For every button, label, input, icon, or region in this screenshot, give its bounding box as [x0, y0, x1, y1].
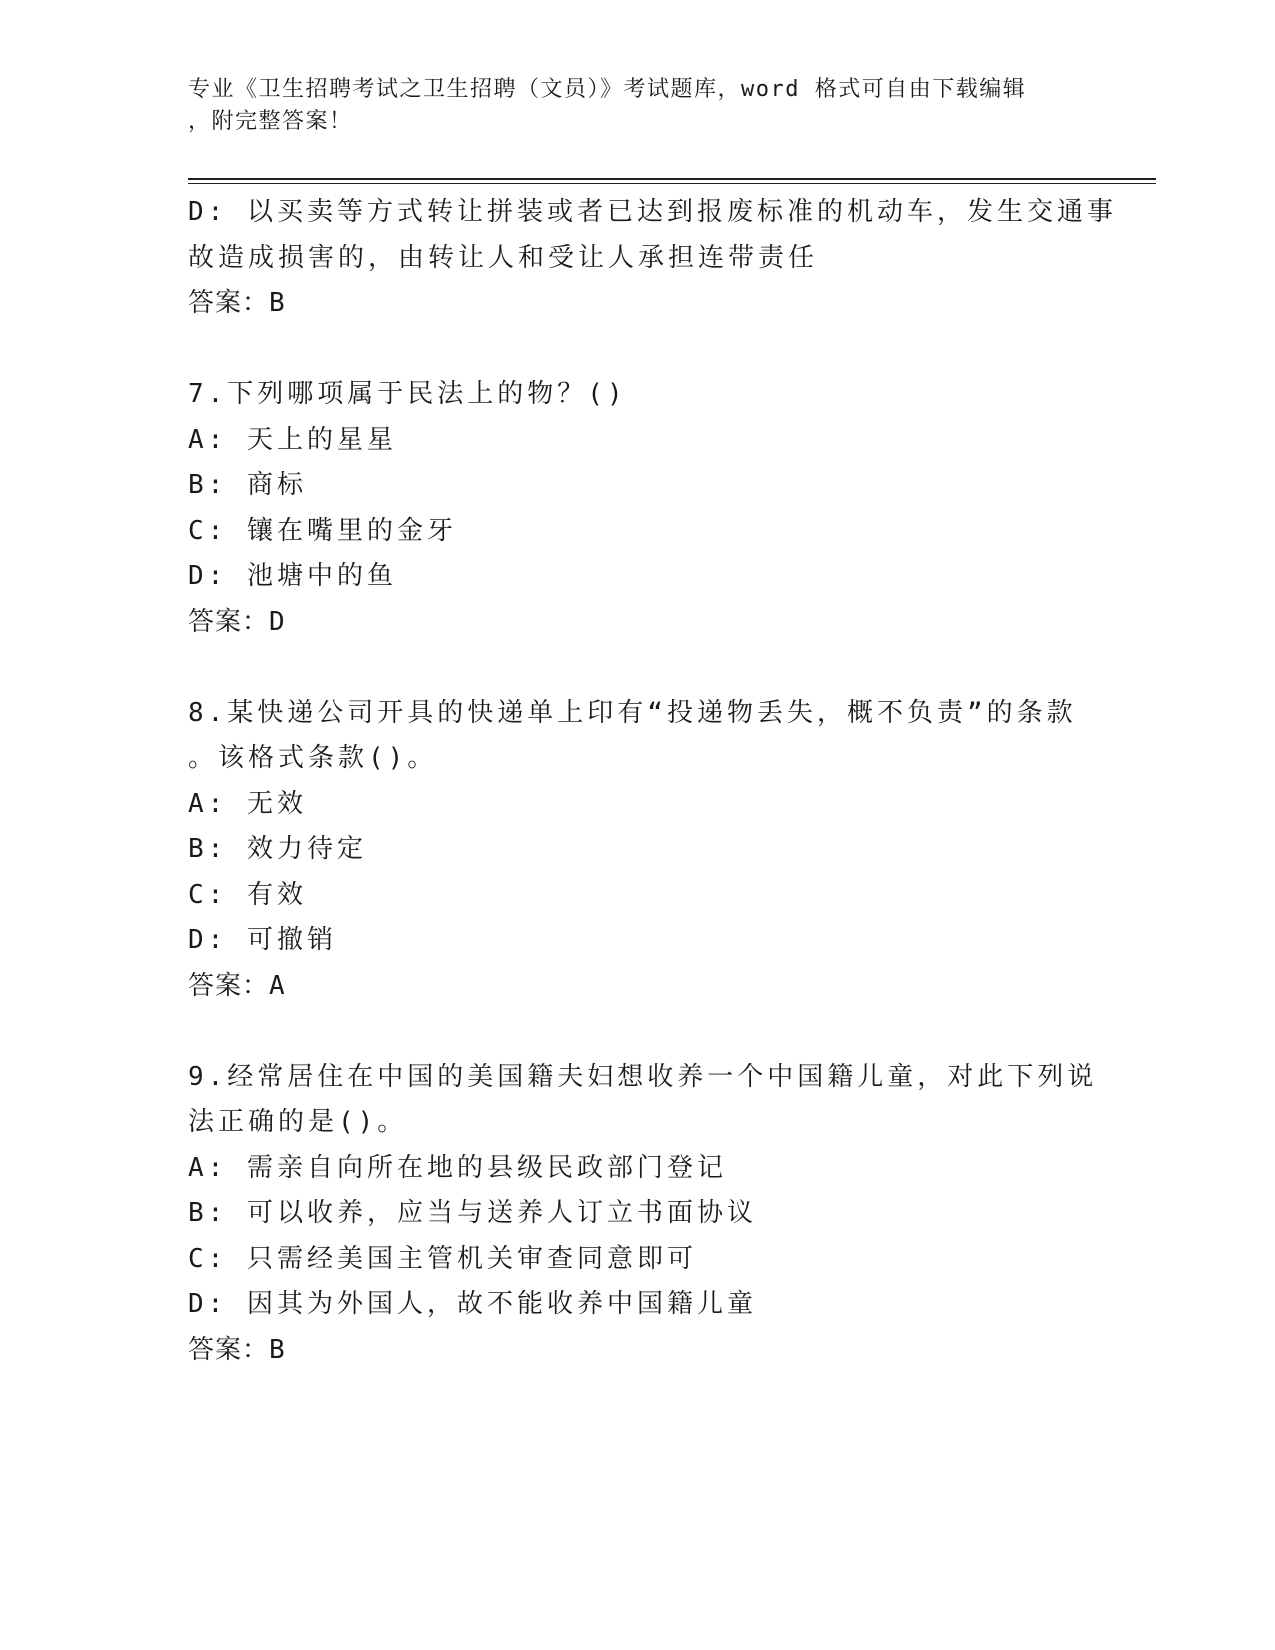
document-body	[188, 190, 1117, 1373]
question-7	[188, 372, 1088, 645]
prev-question	[188, 190, 1117, 327]
option-a: A: 天上的星星	[188, 424, 397, 455]
option-b: B: 可以收养，应当与送养人订立书面协议	[188, 1198, 757, 1228]
question-stem-continued: 。该格式条款()。	[188, 743, 438, 773]
answer-line: 答案：A	[188, 970, 286, 1001]
document-header	[188, 74, 1068, 138]
option-c: C: 有效	[188, 879, 307, 910]
question-stem-continued: 法正确的是()。	[188, 1107, 408, 1137]
header-line-1: 专业《卫生招聘考试之卫生招聘（文员）》考试题库，word 格式可自由下载编辑	[188, 77, 1027, 102]
question-8	[188, 691, 1088, 1010]
answer-line: 答案：B	[188, 288, 286, 318]
header-divider-thin	[188, 183, 1156, 184]
answer-line: 答案：B	[188, 1334, 286, 1365]
option-d-continued: 故造成损害的，由转让人和受让人承担连带责任	[188, 242, 819, 273]
spacer	[188, 645, 1088, 691]
answer-line: 答案：D	[188, 606, 286, 637]
option-b: B: 商标	[188, 470, 307, 500]
option-d: D: 以买卖等方式转让拼装或者已达到报废标准的机动车，发生交通事	[188, 197, 1117, 227]
question-stem: 8.某快递公司开具的快递单上印有“投递物丢失，概不负责”的条款	[188, 697, 1077, 728]
option-c: C: 只需经美国主管机关审查同意即可	[188, 1243, 697, 1274]
option-d: D: 因其为外国人，故不能收养中国籍儿童	[188, 1289, 757, 1319]
question-stem: 7.下列哪项属于民法上的物？()	[188, 379, 627, 409]
option-a: A: 无效	[188, 788, 307, 819]
option-d: D: 池塘中的鱼	[188, 561, 397, 591]
question-9	[188, 1055, 1098, 1374]
spacer	[188, 327, 1088, 373]
option-c: C: 镶在嘴里的金牙	[188, 515, 457, 546]
option-b: B: 效力待定	[188, 834, 367, 864]
spacer	[188, 1009, 1088, 1055]
header-divider-thick	[188, 178, 1156, 180]
option-a: A: 需亲自向所在地的县级民政部门登记	[188, 1152, 727, 1183]
option-d: D: 可撤销	[188, 925, 337, 955]
header-line-2: ，附完整答案！	[188, 109, 353, 134]
question-stem: 9.经常居住在中国的美国籍夫妇想收养一个中国籍儿童，对此下列说	[188, 1061, 1098, 1092]
